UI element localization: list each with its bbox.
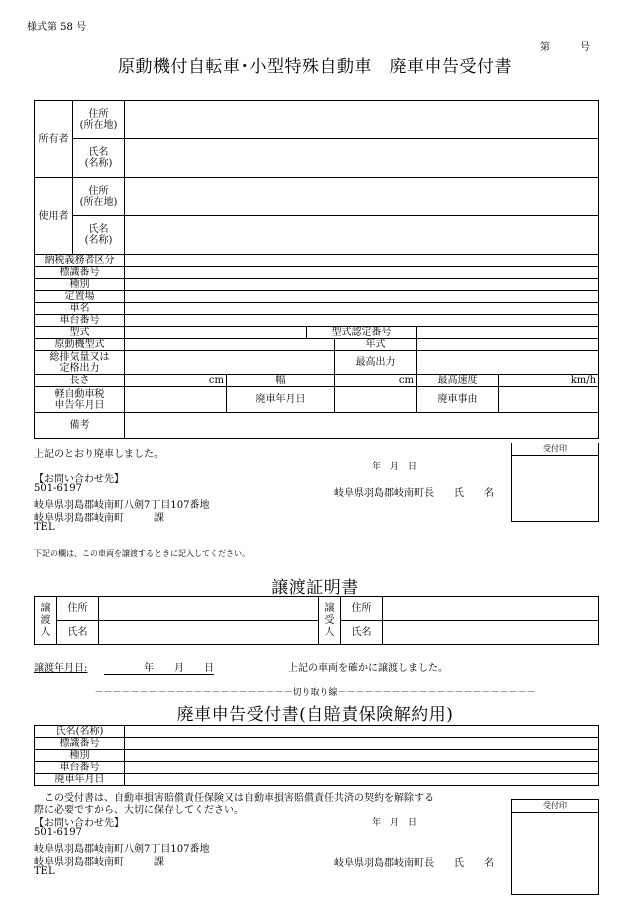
type-field[interactable] (125, 279, 599, 291)
tax-class-field[interactable] (125, 255, 599, 267)
contact-address: 岐阜県羽島郡岐南町八剣7丁目107番地 (34, 500, 210, 511)
receipt-plate-label: 標識番号 (35, 738, 125, 750)
user-name-label: 氏名 (名称) (73, 216, 125, 255)
year-model-field[interactable] (417, 339, 599, 351)
user-address-field[interactable] (125, 178, 599, 216)
max-speed-label: 最高速度 (417, 375, 499, 387)
receipt-name-label: 氏名(名称) (35, 726, 125, 738)
length-label: 長さ (35, 375, 125, 387)
frame-number-field[interactable] (125, 315, 599, 327)
tax-date-field[interactable] (125, 387, 227, 413)
contact-tel: TEL (34, 522, 55, 533)
scrap-date-label: 廃車年月日 (227, 387, 335, 413)
receipt-type-label: 種別 (35, 750, 125, 762)
transfer-date-label: 譲渡年月日: (34, 663, 88, 674)
receiver-address-field[interactable] (383, 597, 599, 621)
receipt-scrap-date-field[interactable] (125, 774, 599, 786)
receiver-name-field[interactable] (383, 621, 599, 645)
remarks-field[interactable] (125, 413, 599, 439)
receipt-date: 年 月 日 (372, 818, 418, 828)
model-cert-label: 型式認定番号 (307, 327, 417, 339)
receipt-stamp-box (511, 799, 599, 895)
mayor-name: 岐阜県羽島郡岐南町長 氏 名 (334, 488, 494, 499)
year-model-label: 年式 (335, 339, 417, 351)
transfer-table (34, 596, 599, 645)
receipt-title: 廃車申告受付書(自賠責保険解約用) (176, 705, 454, 725)
receipt-plate-field[interactable] (125, 738, 599, 750)
speed-unit: km/h (570, 375, 597, 386)
displacement-field[interactable] (125, 351, 335, 375)
user-label: 使用者 (35, 178, 73, 255)
giver-address-label: 住所 (57, 597, 99, 621)
plate-field[interactable] (125, 267, 599, 279)
receipt-tel: TEL (34, 866, 55, 877)
contact-dept: 岐阜県羽島郡岐南町 課 (34, 513, 164, 524)
receipt-mayor-name: 岐阜県羽島郡岐南町長 氏 名 (334, 858, 494, 869)
main-form-table (34, 100, 599, 439)
receiver-address-label: 住所 (341, 597, 383, 621)
scrap-reason-field[interactable] (499, 387, 599, 413)
receipt-note-2: 際に必要ですから、大切に保存してください。 (34, 805, 244, 816)
receipt-address: 岐阜県羽島郡岐南町八剣7丁目107番地 (34, 844, 210, 855)
vehicle-name-field[interactable] (125, 303, 599, 315)
form-number: 様式第 58 号 (27, 22, 87, 33)
owner-address-field[interactable] (125, 101, 599, 139)
width-unit: cm (398, 375, 414, 386)
tax-class-label: 納税義務者区分 (35, 255, 125, 267)
engine-model-field[interactable] (125, 339, 335, 351)
receipt-frame-field[interactable] (125, 762, 599, 774)
receipt-postal: 501-6197 (34, 827, 82, 838)
scrap-statement: 上記のとおり廃車しました。 (34, 449, 164, 460)
max-speed-field[interactable] (499, 375, 599, 387)
model-cert-field[interactable] (417, 327, 599, 339)
receipt-dept: 岐阜県羽島郡岐南町 課 (34, 857, 164, 868)
scrap-date-field[interactable] (335, 387, 417, 413)
engine-model-label: 原動機型式 (35, 339, 125, 351)
receipt-contact-title: 【お問い合わせ先】 (34, 818, 124, 829)
user-address-label: 住所 (所在地) (73, 178, 125, 216)
receipt-frame-label: 車台番号 (35, 762, 125, 774)
notice-date: 年 月 日 (372, 462, 418, 472)
giver-label: 譲 渡 人 (35, 597, 57, 645)
frame-number-label: 車台番号 (35, 315, 125, 327)
model-field[interactable] (125, 327, 307, 339)
giver-address-field[interactable] (99, 597, 319, 621)
stamp-label: 受付印 (512, 443, 598, 456)
receipt-table (34, 725, 599, 786)
document-number: 第 号 (540, 42, 590, 53)
giver-name-label: 氏名 (57, 621, 99, 645)
transfer-statement: 上記の車両を確かに譲渡しました。 (288, 663, 448, 674)
giver-name-field[interactable] (99, 621, 319, 645)
max-power-label: 最高出力 (335, 351, 417, 375)
cut-line: －－－－－－－－－－－－－－－－－－－－－－切り取り線－－－－－－－－－－－－－－－－－－－－－－ (94, 688, 536, 698)
transfer-title: 譲渡証明書 (271, 578, 359, 598)
transfer-date-field[interactable]: 年 月 日 (104, 659, 214, 675)
location-label: 定置場 (35, 291, 125, 303)
receipt-name-field[interactable] (125, 726, 599, 738)
page-title: 原動機付自転車･小型特殊自動車 廃車申告受付書 (118, 57, 512, 77)
width-label: 幅 (227, 375, 335, 387)
type-label: 種別 (35, 279, 125, 291)
receipt-scrap-date-label: 廃車年月日 (35, 774, 125, 786)
owner-name-label: 氏名 (名称) (73, 139, 125, 178)
owner-label: 所有者 (35, 101, 73, 178)
max-power-field[interactable] (417, 351, 599, 375)
stamp-box (511, 443, 599, 522)
receiver-name-label: 氏名 (341, 621, 383, 645)
scrap-reason-label: 廃車事由 (417, 387, 499, 413)
plate-label: 標識番号 (35, 267, 125, 279)
location-field[interactable] (125, 291, 599, 303)
receipt-type-field[interactable] (125, 750, 599, 762)
displacement-label: 総排気量又は 定格出力 (35, 351, 125, 375)
receipt-note-1: この受付書は、自動車損害賠償責任保険又は自動車損害賠償責任共済の契約を解除する (34, 793, 434, 804)
length-field[interactable] (125, 375, 227, 387)
owner-name-field[interactable] (125, 139, 599, 178)
transfer-note: 下記の欄は、この車両を譲渡するときに記入してください。 (34, 549, 250, 558)
receipt-stamp-label: 受付印 (512, 800, 598, 813)
model-label: 型式 (35, 327, 125, 339)
user-name-field[interactable] (125, 216, 599, 255)
receiver-label: 譲 受 人 (319, 597, 341, 645)
owner-address-label: 住所 (所在地) (73, 101, 125, 139)
vehicle-name-label: 車名 (35, 303, 125, 315)
contact-title: 【お問い合わせ先】 (34, 474, 124, 485)
contact-postal: 501-6197 (34, 483, 82, 494)
width-field[interactable] (335, 375, 417, 387)
remarks-label: 備考 (35, 413, 125, 439)
length-unit: cm (208, 375, 224, 386)
tax-date-label: 軽自動車税 申告年月日 (35, 387, 125, 413)
